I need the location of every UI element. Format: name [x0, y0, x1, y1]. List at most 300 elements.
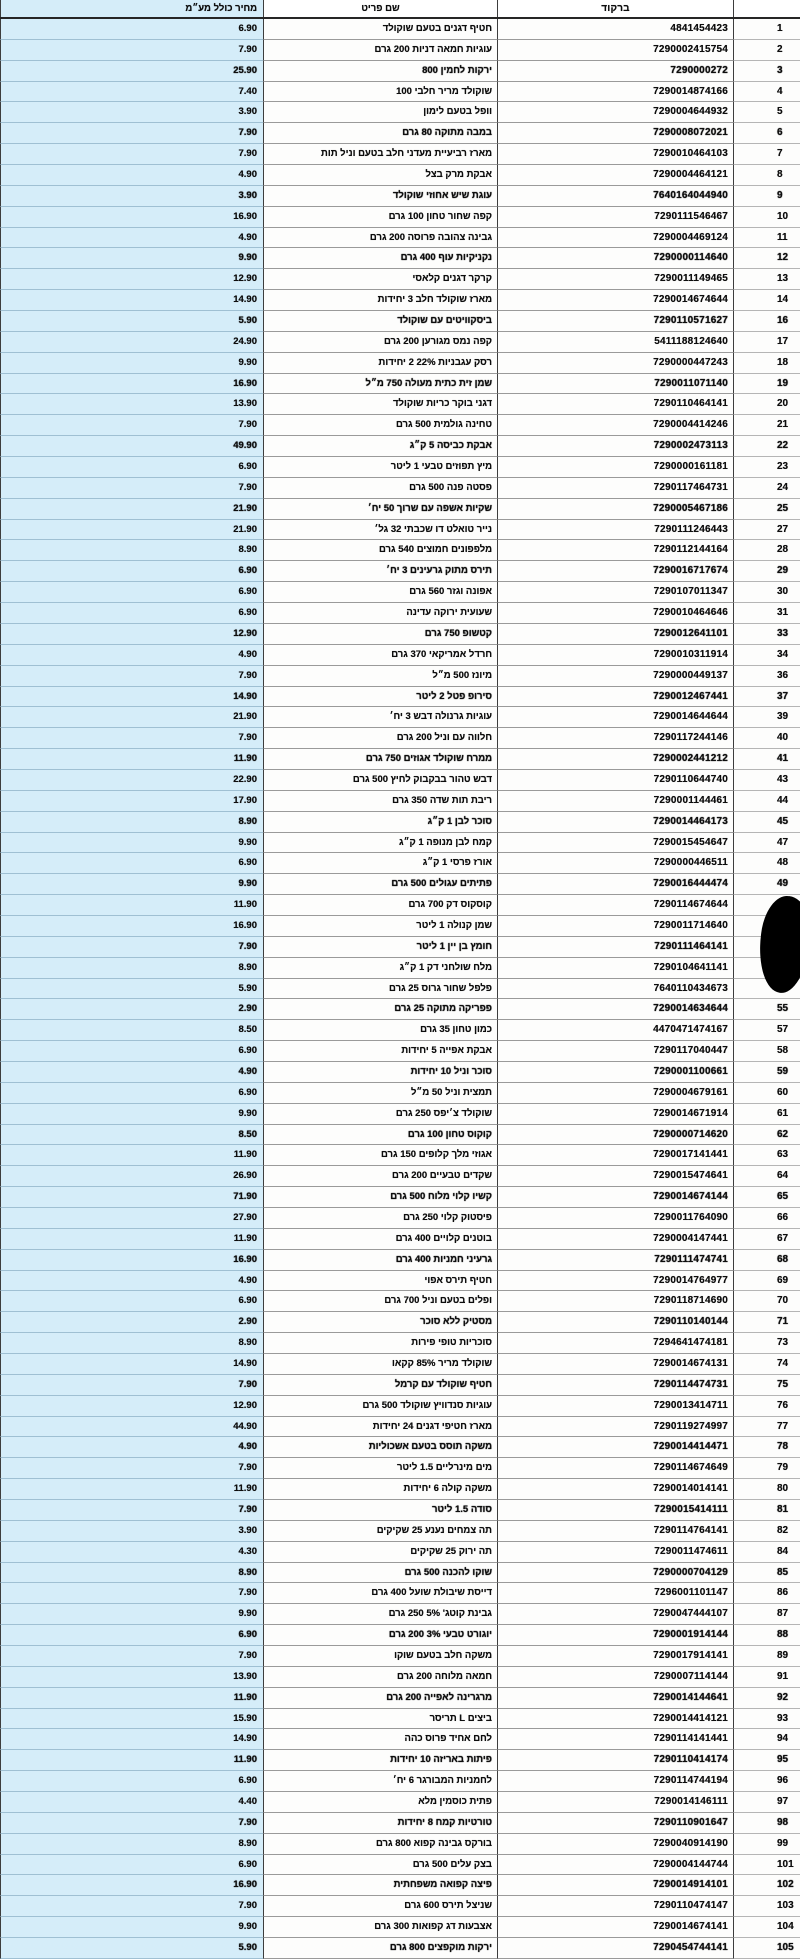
- item-name-cell: נקניקיות עוף 400 גרם: [263, 248, 497, 269]
- barcode-cell: 7290004147441: [497, 1229, 733, 1250]
- price-cell: 9.90: [0, 1917, 263, 1938]
- row-index-cell: 44: [733, 791, 800, 812]
- table-row: [0, 1291, 800, 1312]
- barcode-cell: 4841454423: [497, 19, 733, 40]
- table-row: [0, 1729, 800, 1750]
- barcode-cell: 7290004679161: [497, 1083, 733, 1104]
- price-cell: 13.90: [0, 394, 263, 415]
- price-cell: 12.90: [0, 624, 263, 645]
- table-row: [0, 853, 800, 874]
- price-cell: 3.90: [0, 1521, 263, 1542]
- price-cell: 7.90: [0, 415, 263, 436]
- table-row: [0, 1020, 800, 1041]
- item-name-cell: וופל בטעם לימון: [263, 102, 497, 123]
- barcode-cell: 7290017914141: [497, 1646, 733, 1667]
- item-name-cell: טחינה גולמית 500 גרם: [263, 415, 497, 436]
- barcode-cell: 7290114764141: [497, 1521, 733, 1542]
- item-name-cell: ממרח שוקולד אגוזים 750 גרם: [263, 749, 497, 770]
- item-name-cell: אגוזי מלך קלופים 150 גרם: [263, 1145, 497, 1166]
- price-cell: 11.90: [0, 1229, 263, 1250]
- table-row: [0, 645, 800, 666]
- price-cell: 24.90: [0, 332, 263, 353]
- barcode-cell: 7290114674649: [497, 1458, 733, 1479]
- price-cell: 9.90: [0, 1604, 263, 1625]
- row-index-cell: 34: [733, 645, 800, 666]
- row-index-cell: 25: [733, 499, 800, 520]
- price-cell: 16.90: [0, 207, 263, 228]
- price-cell: 6.90: [0, 561, 263, 582]
- item-name-cell: עוגיות חמאה דניות 200 גרם: [263, 40, 497, 61]
- row-index-cell: 48: [733, 853, 800, 874]
- table-row: [0, 1875, 800, 1896]
- price-cell: 7.90: [0, 40, 263, 61]
- price-cell: 7.90: [0, 666, 263, 687]
- row-index-cell: 92: [733, 1688, 800, 1709]
- table-row: [0, 1500, 800, 1521]
- row-index-cell: 40: [733, 728, 800, 749]
- table-row: [0, 749, 800, 770]
- price-cell: 11.90: [0, 749, 263, 770]
- table-row: [0, 1771, 800, 1792]
- barcode-cell: 7290011474611: [497, 1542, 733, 1563]
- price-cell: 21.90: [0, 499, 263, 520]
- row-index-cell: 85: [733, 1563, 800, 1584]
- table-row: [0, 1166, 800, 1187]
- price-cell: 8.90: [0, 958, 263, 979]
- table-row: [0, 1625, 800, 1646]
- barcode-cell: 7290012467441: [497, 687, 733, 708]
- barcode-cell: 7290014014141: [497, 1479, 733, 1500]
- item-name-cell: טורטיות קמח 8 יחידות: [263, 1813, 497, 1834]
- row-index-cell: 17: [733, 332, 800, 353]
- item-name-cell: מרגרינה לאפייה 200 גרם: [263, 1688, 497, 1709]
- row-index-cell: 61: [733, 1104, 800, 1125]
- row-index-cell: 28: [733, 540, 800, 561]
- price-cell: 16.90: [0, 374, 263, 395]
- barcode-cell: 7290014414121: [497, 1709, 733, 1730]
- table-row: [0, 144, 800, 165]
- item-name-cell: מארז רביעיית מעדני חלב בטעם וניל תות: [263, 144, 497, 165]
- table-header-row: [0, 0, 800, 19]
- price-cell: 14.90: [0, 687, 263, 708]
- item-name-cell: תירס מתוק גרעינים 3 יח׳: [263, 561, 497, 582]
- row-index-cell: 81: [733, 1500, 800, 1521]
- price-cell: 4.30: [0, 1542, 263, 1563]
- barcode-cell: 7290014674144: [497, 1187, 733, 1208]
- table-row: [0, 436, 800, 457]
- item-name-cell: לחם אחיד פרוס כהה: [263, 1729, 497, 1750]
- price-cell: 14.90: [0, 1354, 263, 1375]
- barcode-cell: 7290017141441: [497, 1145, 733, 1166]
- item-name-cell: שניצל תירס 600 גרם: [263, 1896, 497, 1917]
- row-index-cell: 14: [733, 290, 800, 311]
- barcode-cell: 7290004144744: [497, 1855, 733, 1876]
- price-cell: 7.90: [0, 1458, 263, 1479]
- price-cell: 25.90: [0, 61, 263, 82]
- row-index-cell: 80: [733, 1479, 800, 1500]
- barcode-cell: 7290010464103: [497, 144, 733, 165]
- row-index-cell: 19: [733, 374, 800, 395]
- item-name-cell: שקיות אשפה עם שרוך 50 יח׳: [263, 499, 497, 520]
- row-index-cell: 88: [733, 1625, 800, 1646]
- item-name-cell: ריבת תות שדה 350 גרם: [263, 791, 497, 812]
- row-index-cell: 62: [733, 1125, 800, 1146]
- table-row: [0, 979, 800, 1000]
- price-cell: 7.90: [0, 937, 263, 958]
- price-cell: 11.90: [0, 895, 263, 916]
- table-row: [0, 499, 800, 520]
- barcode-cell: 7290005467186: [497, 499, 733, 520]
- barcode-cell: 7290004644932: [497, 102, 733, 123]
- price-cell: 16.90: [0, 916, 263, 937]
- barcode-cell: 7290008072021: [497, 123, 733, 144]
- item-name-cell: פתית כוסמין מלא: [263, 1792, 497, 1813]
- item-name-cell: קפה שחור טחון 100 גרם: [263, 207, 497, 228]
- item-name-cell: מלפפונים חמוצים 540 גרם: [263, 540, 497, 561]
- barcode-cell: 7290000161181: [497, 457, 733, 478]
- item-name-cell: אבקת מרק בצל: [263, 165, 497, 186]
- row-index-cell: 5: [733, 102, 800, 123]
- barcode-cell: 7290013414711: [497, 1396, 733, 1417]
- table-row: [0, 123, 800, 144]
- price-cell: 7.40: [0, 82, 263, 103]
- barcode-cell: 7290110901647: [497, 1813, 733, 1834]
- table-row: [0, 1938, 800, 1959]
- item-name-cell: בצק עלים 500 גרם: [263, 1855, 497, 1876]
- price-cell: 6.90: [0, 457, 263, 478]
- barcode-cell: 7290014644644: [497, 707, 733, 728]
- price-cell: 5.90: [0, 979, 263, 1000]
- row-index-cell: 22: [733, 436, 800, 457]
- item-name-cell: סוכר וניל 10 יחידות: [263, 1062, 497, 1083]
- item-name-cell: רסק עגבניות 22% 2 יחידות: [263, 353, 497, 374]
- price-cell: 7.90: [0, 144, 263, 165]
- row-index-cell: 18: [733, 353, 800, 374]
- barcode-cell: 7290000447243: [497, 353, 733, 374]
- row-index-cell: 101: [733, 1855, 800, 1876]
- price-cell: 12.90: [0, 1396, 263, 1417]
- item-name-cell: פפריקה מתוקה 25 גרם: [263, 999, 497, 1020]
- table-row: [0, 1125, 800, 1146]
- row-index-cell: 21: [733, 415, 800, 436]
- price-cell: 7.90: [0, 123, 263, 144]
- row-index-cell: 33: [733, 624, 800, 645]
- barcode-cell: 7290014634644: [497, 999, 733, 1020]
- price-cell: 15.90: [0, 1709, 263, 1730]
- barcode-cell: 7290104641141: [497, 958, 733, 979]
- item-name-cell: בורקס גבינה קפוא 800 גרם: [263, 1834, 497, 1855]
- barcode-cell: 4470471474167: [497, 1020, 733, 1041]
- table-row: [0, 1542, 800, 1563]
- barcode-cell: 7290000446511: [497, 853, 733, 874]
- row-index-cell: 75: [733, 1375, 800, 1396]
- item-name-cell: תמצית וניל 50 מ״ל: [263, 1083, 497, 1104]
- barcode-cell: 7296001101147: [497, 1583, 733, 1604]
- price-cell: 4.90: [0, 165, 263, 186]
- item-name-cell: פיתות באריזה 10 יחידות: [263, 1750, 497, 1771]
- barcode-cell: 7290002473113: [497, 436, 733, 457]
- barcode-cell: 7290004469124: [497, 228, 733, 249]
- price-cell: 7.90: [0, 1896, 263, 1917]
- price-cell: 71.90: [0, 1187, 263, 1208]
- table-row: [0, 812, 800, 833]
- row-index-cell: 79: [733, 1458, 800, 1479]
- barcode-cell: 7290015414111: [497, 1500, 733, 1521]
- item-name-cell: קוסקוס דק 700 גרם: [263, 895, 497, 916]
- row-index-cell: 24: [733, 478, 800, 499]
- row-index-cell: 93: [733, 1709, 800, 1730]
- price-cell: 8.90: [0, 812, 263, 833]
- barcode-cell: 7290014674141: [497, 1917, 733, 1938]
- row-index-cell: 16: [733, 311, 800, 332]
- row-index-cell: 66: [733, 1208, 800, 1229]
- row-index-cell: 58: [733, 1041, 800, 1062]
- barcode-cell: 7290114674644: [497, 895, 733, 916]
- table-row: [0, 19, 800, 40]
- price-cell: 9.90: [0, 833, 263, 854]
- barcode-cell: 7290111464141: [497, 937, 733, 958]
- row-index-cell: 95: [733, 1750, 800, 1771]
- price-cell: 4.90: [0, 1062, 263, 1083]
- item-name-cell: שעועית ירוקה עדינה: [263, 603, 497, 624]
- item-name-cell: ביסקוויטים עם שוקולד: [263, 311, 497, 332]
- barcode-cell: 7290040914190: [497, 1834, 733, 1855]
- item-name-cell: מים מינרליים 1.5 ליטר: [263, 1458, 497, 1479]
- price-cell: 11.90: [0, 1688, 263, 1709]
- table-row: [0, 1312, 800, 1333]
- price-cell: 6.90: [0, 19, 263, 40]
- row-index-cell: 76: [733, 1396, 800, 1417]
- table-row: [0, 1458, 800, 1479]
- item-name-cell: בוטנים קלויים 400 גרם: [263, 1229, 497, 1250]
- row-index-cell: 105: [733, 1938, 800, 1959]
- row-index-cell: 98: [733, 1813, 800, 1834]
- barcode-cell: 7290117464731: [497, 478, 733, 499]
- barcode-cell: 7290112144164: [497, 540, 733, 561]
- row-index-cell: 8: [733, 165, 800, 186]
- item-name-cell: עוגיות סנדוויץ שוקולד 500 גרם: [263, 1396, 497, 1417]
- row-index-cell: 59: [733, 1062, 800, 1083]
- row-index-cell: 89: [733, 1646, 800, 1667]
- barcode-cell: 7290107011347: [497, 582, 733, 603]
- item-name-cell: עוגיות גרנולה דבש 3 יח׳: [263, 707, 497, 728]
- barcode-cell: 7290011071140: [497, 374, 733, 395]
- item-name-cell: קשיו קלוי מלוח 500 גרם: [263, 1187, 497, 1208]
- table-row: [0, 937, 800, 958]
- barcode-cell: 7290014674131: [497, 1354, 733, 1375]
- price-cell: 2.90: [0, 999, 263, 1020]
- table-row: [0, 687, 800, 708]
- table-row: [0, 1062, 800, 1083]
- price-cell: 17.90: [0, 791, 263, 812]
- barcode-cell: 7290001144461: [497, 791, 733, 812]
- barcode-cell: 7290007114144: [497, 1667, 733, 1688]
- price-cell: 8.50: [0, 1020, 263, 1041]
- barcode-cell: 7290000114640: [497, 248, 733, 269]
- item-name-cell: דייסת שיבולת שועל 400 גרם: [263, 1583, 497, 1604]
- barcode-cell: 7290015454647: [497, 833, 733, 854]
- table-row: [0, 1229, 800, 1250]
- row-index-cell: 86: [733, 1583, 800, 1604]
- header-barcode: ברקוד: [497, 0, 733, 17]
- item-name-cell: סירופ פטל 2 ליטר: [263, 687, 497, 708]
- row-index-cell: 67: [733, 1229, 800, 1250]
- price-cell: 9.90: [0, 353, 263, 374]
- barcode-cell: 7290110644740: [497, 770, 733, 791]
- barcode-cell: 7290110474147: [497, 1896, 733, 1917]
- table-row: [0, 1333, 800, 1354]
- barcode-cell: 7290111546467: [497, 207, 733, 228]
- barcode-cell: 7290047444107: [497, 1604, 733, 1625]
- table-row: [0, 394, 800, 415]
- row-index-cell: 78: [733, 1437, 800, 1458]
- item-name-cell: גרעיני חמניות 400 גרם: [263, 1250, 497, 1271]
- price-cell: 9.90: [0, 1104, 263, 1125]
- price-cell: 4.90: [0, 228, 263, 249]
- item-name-cell: משקה חלב בטעם שוקו: [263, 1646, 497, 1667]
- barcode-cell: 7290010311914: [497, 645, 733, 666]
- price-cell: 22.90: [0, 770, 263, 791]
- price-cell: 8.90: [0, 1333, 263, 1354]
- barcode-cell: 7290001914144: [497, 1625, 733, 1646]
- item-name-cell: מארז שוקולד חלב 3 יחידות: [263, 290, 497, 311]
- barcode-cell: 7290110140144: [497, 1312, 733, 1333]
- item-name-cell: ביצים L תריסר: [263, 1709, 497, 1730]
- barcode-cell: 7290014671914: [497, 1104, 733, 1125]
- row-index-cell: 87: [733, 1604, 800, 1625]
- barcode-cell: 7290114744194: [497, 1771, 733, 1792]
- row-index-cell: 13: [733, 269, 800, 290]
- table-row: [0, 728, 800, 749]
- price-cell: 6.90: [0, 1083, 263, 1104]
- row-index-cell: 104: [733, 1917, 800, 1938]
- item-name-cell: שוקולד מריר 85% קקאו: [263, 1354, 497, 1375]
- row-index-cell: 70: [733, 1291, 800, 1312]
- table-row: [0, 165, 800, 186]
- price-cell: 7.90: [0, 1583, 263, 1604]
- barcode-cell: 7290119274997: [497, 1417, 733, 1438]
- table-row: [0, 1375, 800, 1396]
- item-name-cell: דבש טהור בבקבוק לחיץ 500 גרם: [263, 770, 497, 791]
- table-row: [0, 770, 800, 791]
- item-name-cell: חלווה עם וניל 200 גרם: [263, 728, 497, 749]
- table-row: [0, 374, 800, 395]
- item-name-cell: סודה 1.5 ליטר: [263, 1500, 497, 1521]
- row-index-cell: 23: [733, 457, 800, 478]
- barcode-cell: 7290114141441: [497, 1729, 733, 1750]
- table-row: [0, 1187, 800, 1208]
- barcode-cell: 7290012641101: [497, 624, 733, 645]
- row-index-cell: 39: [733, 707, 800, 728]
- price-cell: 4.90: [0, 645, 263, 666]
- table-row: [0, 207, 800, 228]
- item-name-cell: תה צמחים נענע 25 שקיקים: [263, 1521, 497, 1542]
- table-row: [0, 1583, 800, 1604]
- row-index-cell: 103: [733, 1896, 800, 1917]
- item-name-cell: קרקר דגנים קלאסי: [263, 269, 497, 290]
- table-row: [0, 40, 800, 61]
- item-name-cell: קפה נמס מגורען 200 גרם: [263, 332, 497, 353]
- table-row: [0, 1688, 800, 1709]
- barcode-cell: 7290001100661: [497, 1062, 733, 1083]
- barcode-cell: 7294641474181: [497, 1333, 733, 1354]
- row-index-cell: 94: [733, 1729, 800, 1750]
- item-name-cell: קמח לבן מנופה 1 ק״ג: [263, 833, 497, 854]
- price-cell: 8.90: [0, 540, 263, 561]
- row-index-cell: 77: [733, 1417, 800, 1438]
- table-row: [0, 1792, 800, 1813]
- table-row: [0, 1750, 800, 1771]
- price-cell: 21.90: [0, 707, 263, 728]
- row-index-cell: 99: [733, 1834, 800, 1855]
- item-name-cell: נייר טואלט דו שכבתי 32 גל׳: [263, 520, 497, 541]
- barcode-cell: 5411188124640: [497, 332, 733, 353]
- table-row: [0, 791, 800, 812]
- barcode-cell: 7290111246443: [497, 520, 733, 541]
- barcode-cell: 7640164044940: [497, 186, 733, 207]
- item-name-cell: סוכריות טופי פירות: [263, 1333, 497, 1354]
- table-row: [0, 478, 800, 499]
- table-body: [0, 19, 800, 1959]
- price-cell: 6.90: [0, 1771, 263, 1792]
- row-index-cell: 9: [733, 186, 800, 207]
- row-index-cell: 37: [733, 687, 800, 708]
- table-row: [0, 999, 800, 1020]
- table-row: [0, 1271, 800, 1292]
- item-name-cell: משקה תוסס בטעם אשכוליות: [263, 1437, 497, 1458]
- barcode-cell: 7290014414471: [497, 1437, 733, 1458]
- price-cell: 4.90: [0, 1271, 263, 1292]
- table-row: [0, 61, 800, 82]
- item-name-cell: אבקת כביסה 5 ק״ג: [263, 436, 497, 457]
- table-row: [0, 1521, 800, 1542]
- barcode-cell: 7290117040447: [497, 1041, 733, 1062]
- table-row: [0, 895, 800, 916]
- barcode-cell: 7290110464141: [497, 394, 733, 415]
- table-row: [0, 248, 800, 269]
- row-index-cell: 97: [733, 1792, 800, 1813]
- price-cell: 6.90: [0, 1291, 263, 1312]
- price-cell: 4.90: [0, 1437, 263, 1458]
- item-name-cell: תה ירוק 25 שקיקים: [263, 1542, 497, 1563]
- item-name-cell: פסטה פנה 500 גרם: [263, 478, 497, 499]
- row-index-cell: 49: [733, 874, 800, 895]
- barcode-cell: 7290002441212: [497, 749, 733, 770]
- row-index-cell: 7: [733, 144, 800, 165]
- price-cell: 6.90: [0, 1855, 263, 1876]
- table-row: [0, 666, 800, 687]
- table-row: [0, 1208, 800, 1229]
- table-row: [0, 353, 800, 374]
- table-row: [0, 82, 800, 103]
- table-row: [0, 624, 800, 645]
- barcode-cell: 7290000272: [497, 61, 733, 82]
- row-index-cell: 41: [733, 749, 800, 770]
- table-row: [0, 1834, 800, 1855]
- item-name-cell: מארז חטיפי דגנים 24 יחידות: [263, 1417, 497, 1438]
- row-index-cell: 74: [733, 1354, 800, 1375]
- row-index-cell: 55: [733, 999, 800, 1020]
- barcode-cell: 7290000704129: [497, 1563, 733, 1584]
- price-cell: 5.90: [0, 311, 263, 332]
- row-index-cell: 3: [733, 61, 800, 82]
- table-row: [0, 1041, 800, 1062]
- row-index-cell: 45: [733, 812, 800, 833]
- table-row: [0, 1896, 800, 1917]
- table-row: [0, 1604, 800, 1625]
- row-index-cell: 65: [733, 1187, 800, 1208]
- price-cell: 7.90: [0, 478, 263, 499]
